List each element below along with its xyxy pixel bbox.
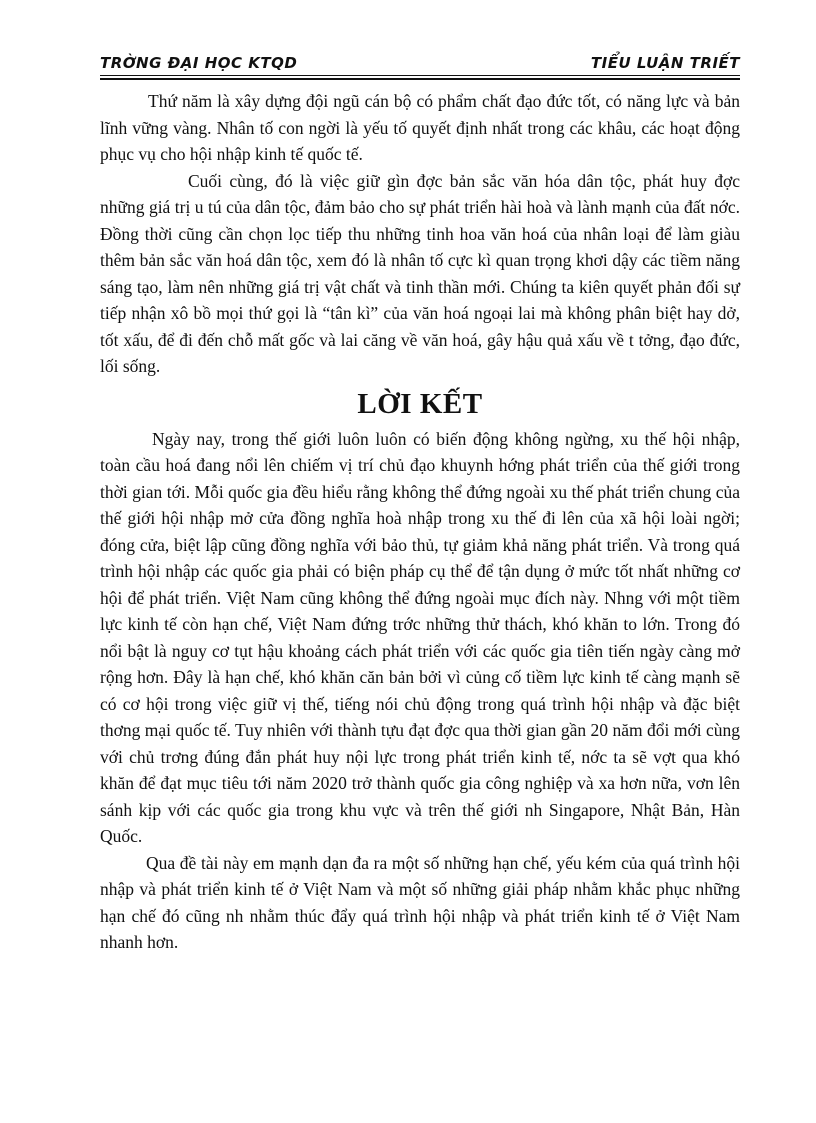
page-header — [100, 52, 740, 78]
header-rule-thick — [100, 78, 740, 80]
paragraph-finally-culture: Cuối cùng, đó là việc giữ gìn đợc bản sắc văn hóa dân tộc, phát huy đợc những giá trị u tú của dân tộc, đảm bảo cho sự phát triển hài hoà và lành mạnh của đất nớc. Đồng thời cũng cần chọn lọc tiếp thu những tinh hoa văn hoá của nhân loại để làm giàu thêm bản sắc văn hoá dân tộc, xem đó là nhân tố cực kì quan trọng khơi dậy các tiềm năng sáng tạo, làm nên những giá trị vật chất và tinh thần mới. Chúng ta kiên quyết phản đối sự tiếp nhận xô bồ mọi thứ gọi là “tân kì” của văn hoá ngoại lai mà không phân biệt hay dở, tốt xấu, để đi đến chỗ mất gốc và lai căng về văn hoá, gây hậu quả xấu về t tởng, đạo đức, lối sống. — [100, 170, 740, 376]
document-body — [100, 88, 740, 956]
paragraph-fifth-measure: Thứ năm là xây dựng đội ngũ cán bộ có phẩm chất đạo đức tốt, có năng lực và bản lĩnh vững vàng. Nhân tố con ngời là yếu tố quyết định nhất trong các khâu, các hoạt động phục vụ cho hội nhập kinh tế quốc tế. — [100, 91, 740, 164]
paragraph-conclusion-main: Ngày nay, trong thế giới luôn luôn có biến động không ngừng, xu thế hội nhập, toàn cầu hoá đang nổi lên chiếm vị trí chủ đạo khuynh hớng phát triển của thế giới trong thời gian tới. Mỗi quốc gia đều hiểu rằng không thể đứng ngoài xu thế phát triển chung của thế giới hội nhập mở cửa đồng nghĩa hoà nhập trong xu thế đi lên của xã hội loài ngời; đóng cửa, biệt lập cũng đồng nghĩa với bảo thủ, tự giảm khả năng phát triển. Và trong quá trình hội nhập các quốc gia phải có biện pháp cụ thể để tận dụng ở mức tốt nhất những cơ hội để phát triển. Việt Nam cũng không thể đứng ngoài mục đích này. Nhng với một tiềm lực kinh tế còn hạn chế, Việt Nam đứng trớc những thử thách, khó khăn to lớn. Trong đó nổi bật là nguy cơ tụt hậu khoảng cách phát triển với các quốc gia tiên tiến ngày càng mở rộng hơn. Đây là hạn chế, khó khăn căn bản bởi vì củng cố tiềm lực kinh tế càng mạnh sẽ có cơ hội trong việc giữ vị thế, tiếng nói chủ động trong quá trình hội nhập và đặc biệt thơng mại quốc tế. Tuy nhiên với thành tựu đạt đợc qua thời gian gần 20 năm đổi mới cùng với chủ trơng đúng đắn phát huy nội lực trong phát triển kinh tế, nớc ta sẽ vợt qua khó khăn để đạt mục tiêu tới năm 2020 trở thành quốc gia công nghiệp và xa hơn nữa, vơn lên sánh kịp với các quốc gia trong khu vực và trên thế giới nh Singapore, Nhật Bản, Hàn Quốc. — [100, 428, 740, 846]
header-document-type: TIỂU LUẬN TRIẾT — [590, 54, 740, 72]
section-title-conclusion: LỜI KẾT — [357, 387, 483, 420]
header-school-name: TRỜNG ĐẠI HỌC KTQD — [100, 54, 298, 72]
paragraph-conclusion-closing: Qua đề tài này em mạnh dạn đa ra một số những hạn chế, yếu kém của quá trình hội nhập và phát triển kinh tế ở Việt Nam và một số những giải pháp nhằm khắc phục những hạn chế đó cũng nh nhằm thúc đẩy quá trình hội nhập và phát triển kinh tế ở Việt Nam nhanh hơn. — [100, 852, 740, 952]
header-rule-thin — [100, 75, 740, 76]
